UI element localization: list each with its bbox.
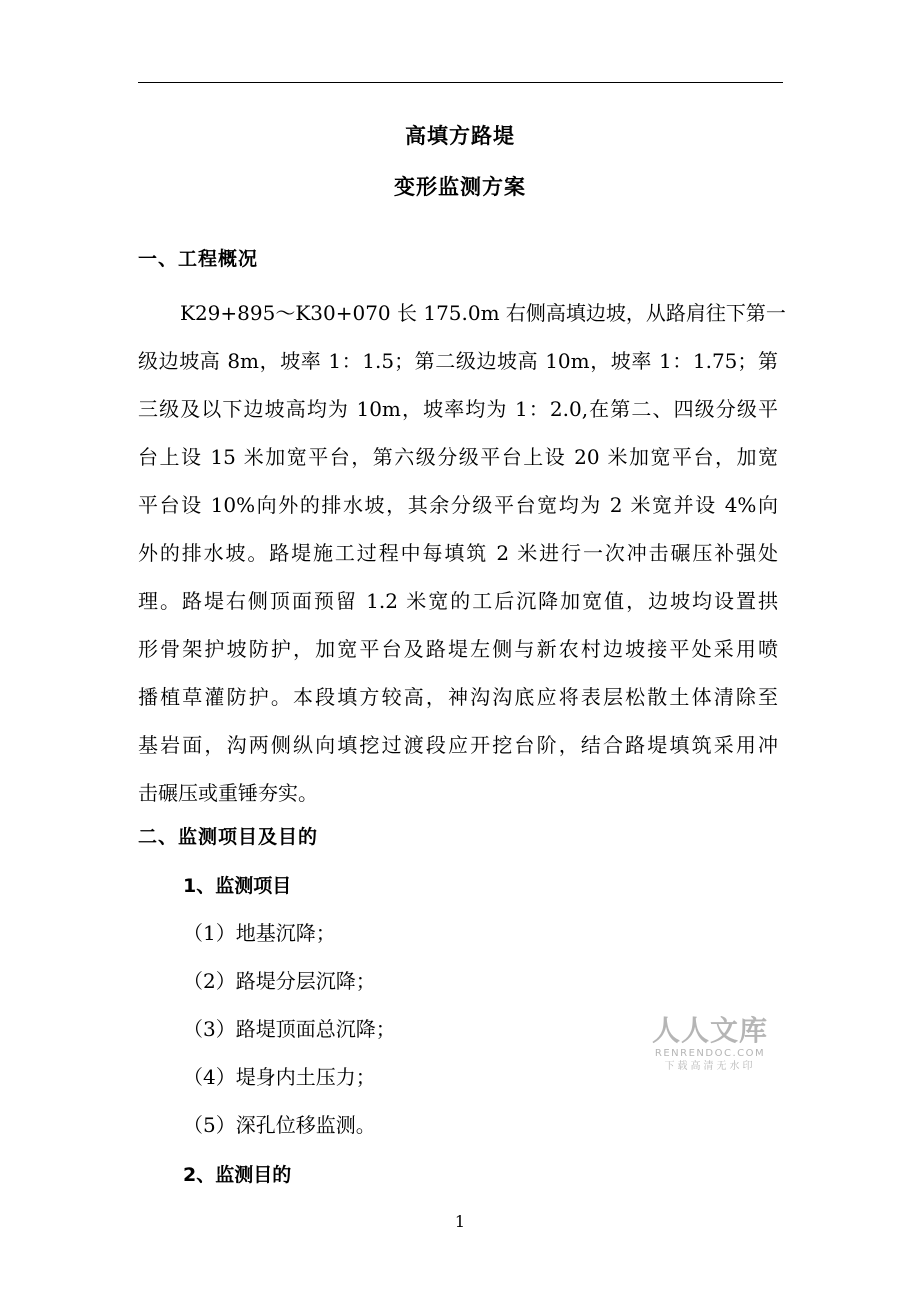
overview-paragraph xyxy=(138,289,786,817)
section-heading-overview: 一、工程概况 xyxy=(138,248,259,270)
paragraph-line: 击碾压或重锤夯实。 xyxy=(138,781,318,805)
paragraph-line: 理。路堤右侧顶面预留 1.2 米宽的工后沉降加宽值，边坡均设置拱 xyxy=(138,589,778,613)
section-heading-monitoring: 二、监测项目及目的 xyxy=(138,826,319,848)
page-number: 1 xyxy=(454,1212,466,1231)
watermark-main-text: 人人文库 xyxy=(651,1014,768,1047)
paragraph-line: K29+895～K30+070 长 175.0m 右侧高填边坡，从路肩往下第一 xyxy=(180,301,786,325)
subheading-monitoring-items: 1、监测项目 xyxy=(183,875,292,897)
list-item: （2）路堤分层沉降； xyxy=(183,969,376,993)
document-subtitle: 变形监测方案 xyxy=(394,175,526,199)
list-item: （1）地基沉降； xyxy=(183,921,336,945)
paragraph-line: 基岩面，沟两侧纵向填挖过渡段应开挖台阶，结合路堤填筑采用冲 xyxy=(138,733,778,757)
subheading-monitoring-purpose: 2、监测目的 xyxy=(183,1164,292,1186)
paragraph-line: 外的排水坡。路堤施工过程中每填筑 2 米进行一次冲击碾压补强处 xyxy=(138,541,778,565)
watermark-slogan-text: 下载高清无水印 xyxy=(664,1061,756,1072)
paragraph-line: 台上设 15 米加宽平台，第六级分级平台上设 20 米加宽平台，加宽 xyxy=(138,445,778,469)
paragraph-line: 级边坡高 8m，坡率 1：1.5；第二级边坡高 10m，坡率 1：1.75；第 xyxy=(138,349,778,373)
monitoring-items-list xyxy=(183,909,396,1149)
list-item: （5）深孔位移监测。 xyxy=(183,1113,376,1137)
list-item: （4）堤身内土压力； xyxy=(183,1065,376,1089)
paragraph-line: 三级及以下边坡高均为 10m，坡率均为 1：2.0,在第二、四级分级平 xyxy=(138,397,778,421)
paragraph-line: 平台设 10%向外的排水坡，其余分级平台宽均为 2 米宽并设 4%向 xyxy=(138,493,778,517)
paragraph-line: 播植草灌防护。本段填方较高，神沟沟底应将表层松散土体清除至 xyxy=(138,685,778,709)
watermark-domain-text: RENRENDOC.COM xyxy=(654,1048,766,1059)
watermark-logo xyxy=(645,1015,775,1074)
paragraph-line: 形骨架护坡防护，加宽平台及路堤左侧与新农村边坡接平处采用喷 xyxy=(138,637,778,661)
header-rule xyxy=(138,82,783,83)
list-item: （3）路堤顶面总沉降； xyxy=(183,1017,396,1041)
document-title: 高填方路堤 xyxy=(405,124,515,148)
